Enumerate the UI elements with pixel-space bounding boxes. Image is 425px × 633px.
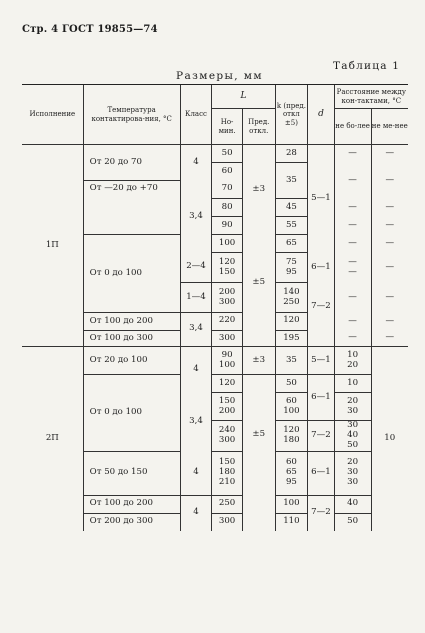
cell-nb: 20 30 xyxy=(334,393,371,421)
cell-k: 110 xyxy=(275,513,308,531)
col-k: k (пред. откл ±5) xyxy=(275,85,308,145)
cell-d: 6—1 xyxy=(308,375,334,421)
cell-nm: — xyxy=(371,145,408,163)
cell-k: 65 xyxy=(275,235,308,253)
cell-nom: 80 xyxy=(212,199,243,217)
col-nominal: Но-мин. xyxy=(212,109,243,145)
cell-class: 1—4 xyxy=(180,283,212,313)
col-tolerance: Пред. откл. xyxy=(242,109,275,145)
cell-nm: — xyxy=(371,253,408,283)
table-row xyxy=(22,347,408,375)
cell-class: 2—4 xyxy=(180,253,212,283)
cell-k: 45 xyxy=(275,199,308,217)
cell-nm: — xyxy=(371,199,408,217)
cell-k: 60 100 xyxy=(275,393,308,421)
cell-temp: От 100 до 200 xyxy=(83,313,180,331)
cell-class: 3,4 xyxy=(180,393,212,452)
cell-k: 28 xyxy=(275,145,308,163)
col-distance: Расстояние между кон-тактами, °С xyxy=(334,85,408,109)
cell-nm: — xyxy=(371,235,408,253)
cell-d: 5—1 xyxy=(308,347,334,375)
cell-class: 4 xyxy=(180,451,212,495)
cell-nb: — xyxy=(334,163,371,199)
cell-nb: — xyxy=(334,217,371,235)
cell-temp: От 0 до 100 xyxy=(83,235,180,313)
cell-nb: 40 xyxy=(334,495,371,513)
cell-nom: 220 xyxy=(212,313,243,331)
cell-k: 60 65 95 xyxy=(275,451,308,495)
cell-nb: 10 xyxy=(334,375,371,393)
cell-nom: 90 100 xyxy=(212,347,243,375)
group-1p: 1П xyxy=(22,145,83,347)
cell-nom: 50 xyxy=(212,145,243,163)
cell-tol: ±3 xyxy=(242,347,275,375)
cell-k: 100 xyxy=(275,495,308,513)
cell-temp: От 100 до 300 xyxy=(83,331,180,347)
cell-temp: От 100 до 200 xyxy=(83,495,180,513)
dimensions-table xyxy=(22,84,408,531)
cell-nb: 20 30 30 xyxy=(334,451,371,495)
cell-nm: — xyxy=(371,331,408,347)
cell-tol: ±3 xyxy=(242,145,275,235)
cell-tol: ±5 xyxy=(242,375,275,496)
cell-nom: 120 150 xyxy=(212,253,243,283)
cell-temp: От 200 до 300 xyxy=(83,513,180,531)
cell-nom: 60 xyxy=(212,163,243,181)
col-temperature: Температура контактирова-ния, °С xyxy=(83,85,180,145)
cell-nm: — xyxy=(371,163,408,199)
cell-d: 7—2 xyxy=(308,421,334,452)
cell-nom: 200 300 xyxy=(212,283,243,313)
cell-nom: 70 xyxy=(212,181,243,199)
cell-temp: От 20 до 70 xyxy=(83,145,180,181)
cell-nm: — xyxy=(371,313,408,331)
cell-k: 35 xyxy=(275,347,308,375)
cell-temp: От —20 до +70 xyxy=(83,181,180,235)
cell-nb: — xyxy=(334,283,371,313)
cell-k: 120 xyxy=(275,313,308,331)
cell-tol: ±5 xyxy=(242,235,275,331)
cell-nb: — — xyxy=(334,253,371,283)
cell-k: 35 xyxy=(275,163,308,199)
cell-k: 50 xyxy=(275,375,308,393)
cell-nb: 10 20 xyxy=(334,347,371,375)
page-header: Стр. 4 ГОСТ 19855—74 xyxy=(22,24,158,35)
cell-nb: 30 40 50 xyxy=(334,421,371,452)
cell-d: 6—1 xyxy=(308,253,334,283)
table-row xyxy=(22,145,408,163)
cell-nom: 100 xyxy=(212,235,243,253)
cell-nom: 300 xyxy=(212,513,243,531)
cell-d: 6—1 xyxy=(308,451,334,495)
cell-nom: 300 xyxy=(212,331,243,347)
cell-nm: — xyxy=(371,217,408,235)
cell-nb: — xyxy=(334,235,371,253)
cell-nom: 150 180 210 xyxy=(212,451,243,495)
cell-nb: 50 xyxy=(334,513,371,531)
cell-k: 120 180 xyxy=(275,421,308,452)
cell-class: 3,4 xyxy=(180,313,212,347)
cell-d xyxy=(308,331,334,347)
col-class: Класс xyxy=(180,85,212,145)
col-l: L xyxy=(212,85,275,109)
cell-d: 5—1 xyxy=(308,145,334,253)
cell-nb: — xyxy=(334,331,371,347)
cell-nom: 150 200 xyxy=(212,393,243,421)
cell-d: 7—2 xyxy=(308,283,334,331)
cell-temp: От 50 до 150 xyxy=(83,451,180,495)
col-d: d xyxy=(308,85,334,145)
cell-nom: 240 300 xyxy=(212,421,243,452)
group-2p: 2П xyxy=(45,433,59,444)
cell-nom: 90 xyxy=(212,217,243,235)
cell-nm: 10 xyxy=(371,347,408,532)
cell-k: 140 250 xyxy=(275,283,308,313)
cell-nb: — xyxy=(334,145,371,163)
cell-class: 4 xyxy=(180,145,212,181)
cell-tol xyxy=(242,495,275,531)
cell-nom: 120 xyxy=(212,375,243,393)
cell-k: 55 xyxy=(275,217,308,235)
cell-nom: 250 xyxy=(212,495,243,513)
cell-tol xyxy=(242,331,275,347)
cell-nb: — xyxy=(334,313,371,331)
cell-k: 195 xyxy=(275,331,308,347)
cell-d: 7—2 xyxy=(308,495,334,531)
cell-class: 3,4 xyxy=(180,181,212,253)
col-not-more: не бо-лее xyxy=(334,109,371,145)
cell-temp: От 0 до 100 xyxy=(83,375,180,452)
cell-class: 4 xyxy=(180,495,212,531)
cell-k: 75 95 xyxy=(275,253,308,283)
cell-temp: От 20 до 100 xyxy=(83,347,180,375)
col-not-less: не ме-нее xyxy=(371,109,408,145)
col-ispolnenie: Исполнение xyxy=(22,85,83,145)
cell-class: 4 xyxy=(180,347,212,393)
cell-nm: — xyxy=(371,283,408,313)
table-number: Таблица 1 xyxy=(333,60,401,72)
cell-nb: — xyxy=(334,199,371,217)
table-caption: Размеры, мм xyxy=(176,70,263,82)
